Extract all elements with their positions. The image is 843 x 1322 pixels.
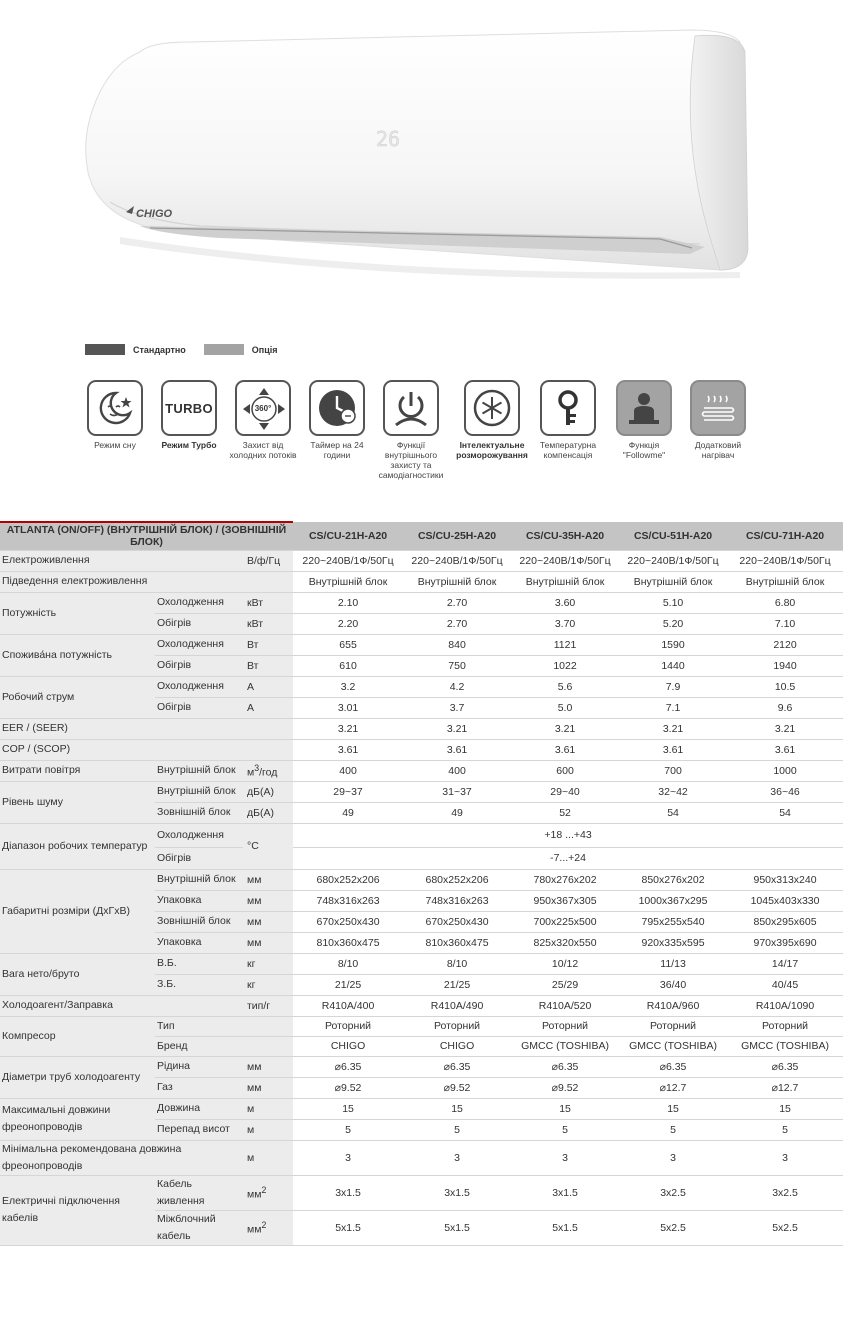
unit-cell: мм: [243, 911, 293, 932]
feature-defrost: [455, 380, 529, 460]
row-label-electrical: Електричні підключення кабелів: [0, 1175, 155, 1245]
model-header-5: CS/CU-71H-A20: [727, 522, 843, 550]
unit-base: м: [247, 766, 255, 779]
row-label-current: Робочий струм: [0, 676, 155, 718]
unit-cell: [243, 1016, 293, 1036]
table-row: [0, 1175, 843, 1210]
table-cell: 36/40: [619, 974, 727, 995]
unit-cell: °C: [243, 823, 293, 869]
feature-followme: [607, 380, 681, 460]
sub-label: Тип: [155, 1016, 243, 1036]
table-cell: 54: [727, 802, 843, 823]
table-cell: 3.21: [403, 718, 511, 739]
table-cell: 5x2.5: [619, 1210, 727, 1245]
legend: [85, 344, 296, 355]
table-row: [0, 592, 843, 613]
table-cell: R410A/520: [511, 995, 619, 1016]
feature-airflow-label: Захист від холодних потоків: [229, 440, 297, 460]
table-cell: 950x367x305: [511, 890, 619, 911]
sub-label: Зовнішній блок: [155, 802, 243, 823]
table-cell: 8/10: [293, 953, 403, 974]
table-cell: ⌀9.52: [403, 1077, 511, 1098]
table-cell: 5x1.5: [511, 1210, 619, 1245]
table-cell: 25/29: [511, 974, 619, 995]
table-cell: Роторний: [511, 1016, 619, 1036]
table-cell: 850x295x605: [727, 911, 843, 932]
table-cell: 40/45: [727, 974, 843, 995]
unit-cell: кВт: [243, 592, 293, 613]
air-conditioner-image: [80, 22, 760, 282]
unit-cell: [243, 760, 293, 781]
table-row: [0, 995, 843, 1016]
sub-label: Довжина: [155, 1098, 243, 1119]
feature-diagnostics-label: Функції внутрішнього захисту та самодіагностики: [378, 440, 444, 480]
table-cell: R410A/1090: [727, 995, 843, 1016]
table-cell: 920x335x595: [619, 932, 727, 953]
row-label-dimensions: Габаритні розміри (ДхГхВ): [0, 869, 155, 953]
unit-cell: кг: [243, 974, 293, 995]
sub-label: Обігрів: [155, 613, 243, 634]
table-cell: 670x250x430: [403, 911, 511, 932]
sub-label: Рідина: [155, 1056, 243, 1077]
table-cell: 3x1.5: [293, 1175, 403, 1210]
table-cell: 7.9: [619, 676, 727, 697]
unit-cell: мм: [243, 932, 293, 953]
brand-logo-text: CHIGO: [136, 208, 173, 220]
table-cell: 1045x403x330: [727, 890, 843, 911]
table-cell: Внутрішній блок: [403, 571, 511, 592]
unit-cell: А: [243, 697, 293, 718]
table-cell: 5.0: [511, 697, 619, 718]
table-row: [0, 953, 843, 974]
table-cell: 29~40: [511, 781, 619, 802]
table-cell: 5: [727, 1119, 843, 1140]
table-cell: 810x360x475: [403, 932, 511, 953]
sub-label: Обігрів: [155, 697, 243, 718]
unit-cell: А: [243, 676, 293, 697]
table-cell: 3.21: [727, 718, 843, 739]
table-cell: 29~37: [293, 781, 403, 802]
row-label-weight: Вага нето/бруто: [0, 953, 155, 995]
table-cell: ⌀9.52: [293, 1077, 403, 1098]
table-cell: 825x320x550: [511, 932, 619, 953]
table-cell: ⌀6.35: [619, 1056, 727, 1077]
row-label-power-connection: Підведення електроживлення: [0, 571, 293, 592]
table-row: [0, 571, 843, 592]
table-cell: 3.60: [511, 592, 619, 613]
sub-label: Обігрів: [155, 847, 243, 869]
table-cell: ⌀6.35: [293, 1056, 403, 1077]
defrost-icon: [464, 380, 520, 436]
table-cell: 3.21: [293, 718, 403, 739]
table-cell: 21/25: [293, 974, 403, 995]
unit-rest: /год: [259, 766, 278, 779]
table-cell: 9.6: [727, 697, 843, 718]
unit-cell: Вт: [243, 634, 293, 655]
row-label-eer: EER / (SEER): [0, 718, 293, 739]
sub-label: Охолодження: [155, 676, 243, 697]
table-cell: 3.2: [293, 676, 403, 697]
table-cell: 1440: [619, 655, 727, 676]
table-cell: 15: [727, 1098, 843, 1119]
sub-label: Внутрішній блок: [155, 781, 243, 802]
table-cell: 3.61: [727, 739, 843, 760]
unit-cell: [243, 1036, 293, 1056]
table-cell: ⌀6.35: [403, 1056, 511, 1077]
unit-base: мм: [247, 1223, 262, 1236]
table-cell: 220~240В/1Ф/50Гц: [293, 550, 403, 571]
table-cell: 3: [293, 1140, 403, 1175]
table-cell: Роторний: [403, 1016, 511, 1036]
table-cell: 54: [619, 802, 727, 823]
row-label-min-length: Мінімальна рекомендована довжина фреонопроводів: [0, 1140, 243, 1175]
unit-cell: [243, 1210, 293, 1245]
table-cell: 5.6: [511, 676, 619, 697]
table-cell: 748x316x263: [293, 890, 403, 911]
table-cell: 5.10: [619, 592, 727, 613]
table-cell: 970x395x690: [727, 932, 843, 953]
table-cell: Внутрішній блок: [619, 571, 727, 592]
airflow-360-text: 360°: [254, 403, 272, 413]
table-cell: Роторний: [619, 1016, 727, 1036]
table-cell: R410A/490: [403, 995, 511, 1016]
table-cell: ⌀12.7: [619, 1077, 727, 1098]
table-cell: 14/17: [727, 953, 843, 974]
specifications-table: [0, 521, 843, 1246]
unit-power-supply: В/ф/Гц: [243, 550, 293, 571]
feature-temperature: [531, 380, 605, 460]
table-cell: ⌀12.7: [727, 1077, 843, 1098]
table-cell: R410A/400: [293, 995, 403, 1016]
unit-cell: мм: [243, 1077, 293, 1098]
table-cell: 220~240В/1Ф/50Гц: [619, 550, 727, 571]
unit-sup: 2: [261, 1219, 267, 1230]
table-cell: 5x2.5: [727, 1210, 843, 1245]
table-cell: Роторний: [293, 1016, 403, 1036]
table-cell: 1121: [511, 634, 619, 655]
row-label-temp-range: Діапазон робочих температур: [0, 823, 155, 869]
table-cell: 400: [403, 760, 511, 781]
table-cell: 3.21: [619, 718, 727, 739]
table-cell: 3.61: [619, 739, 727, 760]
table-cell: 680x252x206: [293, 869, 403, 890]
table-row: [0, 1140, 843, 1175]
sub-label: Бренд: [155, 1036, 243, 1056]
table-cell: R410A/960: [619, 995, 727, 1016]
table-cell: CHIGO: [293, 1036, 403, 1056]
sub-label: Охолодження: [155, 634, 243, 655]
row-label-pipes: Діаметри труб холодоагенту: [0, 1056, 155, 1098]
legend-standard-label: Стандартно: [133, 344, 186, 355]
table-cell: 2.20: [293, 613, 403, 634]
unit-cell: дБ(А): [243, 781, 293, 802]
table-cell: 15: [403, 1098, 511, 1119]
table-cell: 5.20: [619, 613, 727, 634]
legend-option-swatch: [204, 344, 244, 355]
unit-cell: мм: [243, 1056, 293, 1077]
table-cell: 3.7: [403, 697, 511, 718]
table-cell: 795x255x540: [619, 911, 727, 932]
table-row: [0, 1098, 843, 1119]
sub-label: Внутрішній блок: [155, 869, 243, 890]
table-cell: 5: [511, 1119, 619, 1140]
row-label-pipe-length: Максимальні довжини фреонопроводів: [0, 1098, 155, 1140]
legend-option: [204, 344, 278, 355]
table-cell: 31~37: [403, 781, 511, 802]
table-cell: 3x2.5: [619, 1175, 727, 1210]
feature-timer-label: Таймер на 24 години: [310, 440, 364, 460]
feature-icons: [78, 380, 758, 490]
sub-label: Зовнішній блок: [155, 911, 243, 932]
feature-defrost-label: Інтелектуальне розморожування: [456, 440, 528, 460]
table-cell: 670x250x430: [293, 911, 403, 932]
table-cell: 3: [403, 1140, 511, 1175]
sub-label: Обігрів: [155, 655, 243, 676]
sub-label: Кабель живлення: [155, 1175, 243, 1210]
unit-sup: 3: [254, 762, 260, 773]
sleep-mode-icon: [87, 380, 143, 436]
unit-cell: [243, 1175, 293, 1210]
sub-label: Упаковка: [155, 890, 243, 911]
row-label-noise: Рівень шуму: [0, 781, 155, 823]
table-row: [0, 781, 843, 802]
row-label-compressor: Компресор: [0, 1016, 155, 1056]
feature-temperature-label: Температурна компенсація: [539, 440, 597, 460]
table-cell: Роторний: [727, 1016, 843, 1036]
table-row: [0, 634, 843, 655]
unit-cell: м: [243, 1098, 293, 1119]
sub-label: Упаковка: [155, 932, 243, 953]
model-header-3: CS/CU-35H-A20: [511, 522, 619, 550]
table-cell: ⌀9.52: [511, 1077, 619, 1098]
table-cell: 840: [403, 634, 511, 655]
table-row: [0, 1016, 843, 1036]
unit-cell: кг: [243, 953, 293, 974]
unit-cell: Вт: [243, 655, 293, 676]
table-cell: GMCC (TOSHIBA): [619, 1036, 727, 1056]
table-cell: Внутрішній блок: [511, 571, 619, 592]
table-cell: 3: [619, 1140, 727, 1175]
table-cell: 6.80: [727, 592, 843, 613]
sub-label: Газ: [155, 1077, 243, 1098]
table-cell: 5: [619, 1119, 727, 1140]
feature-turbo-label: Режим Турбо: [161, 440, 217, 450]
table-cell: 11/13: [619, 953, 727, 974]
unit-cell: мм: [243, 869, 293, 890]
table-cell: Внутрішній блок: [293, 571, 403, 592]
table-cell: ⌀6.35: [727, 1056, 843, 1077]
table-cell-merged: -7...+24: [293, 847, 843, 869]
unit-base: мм: [247, 1188, 262, 1201]
table-row: [0, 550, 843, 571]
table-cell: 700: [619, 760, 727, 781]
table-cell: 3x1.5: [403, 1175, 511, 1210]
table-header-row: [0, 522, 843, 550]
table-cell: 220~240В/1Ф/50Гц: [727, 550, 843, 571]
legend-option-label: Опція: [251, 344, 278, 355]
table-cell: 3.01: [293, 697, 403, 718]
table-cell: Внутрішній блок: [727, 571, 843, 592]
feature-turbo: [152, 380, 226, 450]
feature-followme-label: Функція "Followme": [622, 440, 666, 460]
table-cell: 750: [403, 655, 511, 676]
row-label-power-supply: Електроживлення: [0, 550, 243, 571]
table-cell: 2120: [727, 634, 843, 655]
table-cell: 3x1.5: [511, 1175, 619, 1210]
table-row: [0, 739, 843, 760]
table-cell: CHIGO: [403, 1036, 511, 1056]
table-cell: 8/10: [403, 953, 511, 974]
table-cell: 610: [293, 655, 403, 676]
table-cell: 1000: [727, 760, 843, 781]
row-label-cop: COP / (SCOP): [0, 739, 293, 760]
follow-me-icon: [616, 380, 672, 436]
table-cell: 36~46: [727, 781, 843, 802]
sub-label: Міжблочний кабель: [155, 1210, 243, 1245]
table-cell: 10.5: [727, 676, 843, 697]
table-row: [0, 1056, 843, 1077]
table-cell: 810x360x475: [293, 932, 403, 953]
table-cell: 5x1.5: [403, 1210, 511, 1245]
sub-label: З.Б.: [155, 974, 243, 995]
row-label-airflow: Витрати повітря: [0, 760, 155, 781]
feature-airflow: [226, 380, 300, 460]
row-label-refrigerant: Холодоагент/Заправка: [0, 995, 243, 1016]
sub-label: В.Б.: [155, 953, 243, 974]
table-cell: 7.1: [619, 697, 727, 718]
sub-label: Охолодження: [155, 823, 243, 847]
unit-cell: м: [243, 1140, 293, 1175]
unit-cell: тип/г: [243, 995, 293, 1016]
table-row: [0, 676, 843, 697]
table-header-title: ATLANTA (ON/OFF) (ВНУТРІШНІЙ БЛОК) / (ЗОВНІШНІЙ БЛОК): [0, 522, 293, 550]
table-cell: 600: [511, 760, 619, 781]
table-cell: 748x316x263: [403, 890, 511, 911]
self-diagnosis-icon: [383, 380, 439, 436]
table-cell: 52: [511, 802, 619, 823]
table-cell: 220~240В/1Ф/50Гц: [403, 550, 511, 571]
table-cell: ⌀6.35: [511, 1056, 619, 1077]
table-cell: 10/12: [511, 953, 619, 974]
table-cell: 3.61: [511, 739, 619, 760]
table-cell: 15: [619, 1098, 727, 1119]
feature-sleep-label: Режим сну: [94, 440, 136, 450]
table-cell: 5: [293, 1119, 403, 1140]
legend-standard-swatch: [85, 344, 125, 355]
table-cell-merged: +18 ...+43: [293, 823, 843, 847]
table-cell: 1022: [511, 655, 619, 676]
timer-24h-icon: [309, 380, 365, 436]
table-cell: 3.61: [293, 739, 403, 760]
heater-icon: [690, 380, 746, 436]
legend-standard: [85, 344, 186, 355]
unit-cell: дБ(А): [243, 802, 293, 823]
model-header-1: CS/CU-21H-A20: [293, 522, 403, 550]
table-cell: GMCC (TOSHIBA): [727, 1036, 843, 1056]
table-cell: 3.21: [511, 718, 619, 739]
feature-timer: [300, 380, 374, 460]
table-cell: 950x313x240: [727, 869, 843, 890]
turbo-icon: [161, 380, 217, 436]
table-row: [0, 760, 843, 781]
table-row: [0, 823, 843, 847]
feature-sleep: [78, 380, 152, 450]
table-cell: 15: [511, 1098, 619, 1119]
table-cell: 49: [403, 802, 511, 823]
table-cell: 5: [403, 1119, 511, 1140]
table-cell: 1940: [727, 655, 843, 676]
table-cell: 3: [511, 1140, 619, 1175]
table-cell: GMCC (TOSHIBA): [511, 1036, 619, 1056]
unit-sup: 2: [261, 1184, 267, 1195]
airflow-360-icon: [235, 380, 291, 436]
unit-cell: мм: [243, 890, 293, 911]
row-label-consumption: Спожива́на потужність: [0, 634, 155, 676]
table-cell: 2.10: [293, 592, 403, 613]
turbo-icon-text: TURBO: [165, 400, 213, 416]
sub-label: Внутрішній блок: [155, 760, 243, 781]
table-cell: 780x276x202: [511, 869, 619, 890]
table-cell: 15: [293, 1098, 403, 1119]
table-cell: 3.61: [403, 739, 511, 760]
table-cell: 3x2.5: [727, 1175, 843, 1210]
row-label-capacity: Потужність: [0, 592, 155, 634]
table-cell: 5x1.5: [293, 1210, 403, 1245]
table-row: [0, 718, 843, 739]
table-cell: 7.10: [727, 613, 843, 634]
table-cell: 49: [293, 802, 403, 823]
table-cell: 700x225x500: [511, 911, 619, 932]
feature-diagnostics: [374, 380, 448, 480]
unit-cell: кВт: [243, 613, 293, 634]
table-cell: 850x276x202: [619, 869, 727, 890]
table-cell: 21/25: [403, 974, 511, 995]
table-cell: 220~240В/1Ф/50Гц: [511, 550, 619, 571]
model-header-4: CS/CU-51H-A20: [619, 522, 727, 550]
sub-label: Перепад висот: [155, 1119, 243, 1140]
table-cell: 1000x367x295: [619, 890, 727, 911]
table-cell: 32~42: [619, 781, 727, 802]
display-digits: 26: [376, 127, 401, 151]
table-cell: 655: [293, 634, 403, 655]
table-cell: 3: [727, 1140, 843, 1175]
feature-heater: [681, 380, 755, 460]
table-cell: 1590: [619, 634, 727, 655]
temperature-compensation-icon: [540, 380, 596, 436]
model-header-2: CS/CU-25H-A20: [403, 522, 511, 550]
table-cell: 2.70: [403, 613, 511, 634]
sub-label: Охолодження: [155, 592, 243, 613]
table-cell: 680x252x206: [403, 869, 511, 890]
feature-heater-label: Додатковий нагрівач: [694, 440, 742, 460]
table-cell: 400: [293, 760, 403, 781]
table-cell: 2.70: [403, 592, 511, 613]
table-cell: 3.70: [511, 613, 619, 634]
unit-cell: м: [243, 1119, 293, 1140]
table-cell: 4.2: [403, 676, 511, 697]
table-row: [0, 869, 843, 890]
